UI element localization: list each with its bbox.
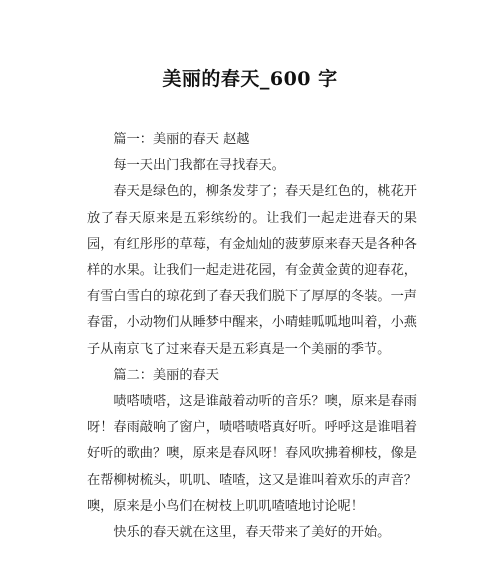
paragraph-4: 快乐的春天就在这里，春天带来了美好的开始。 <box>113 525 391 541</box>
paragraph-2: 春天是绿色的，柳条发芽了；春天是红色的，桃花开放了春天原来是五彩缤纷的。让我们一起走进春天的果园，有红彤彤的草莓，有金灿灿的菠萝原来春天是各种各样的水果。让我们一起走进花园，有金黄金黄的迎春花，有雪白雪白的琼花到了春天我们脱下了厚厚的冬装。一声春雷，小动物们从睡梦中醒来，小晴蛙呱呱地叫着，小燕子从南京飞了过来春天是五彩真是一个美丽的季节。 <box>87 184 417 357</box>
section-heading-2: 篇二：美丽的春天 <box>113 367 219 383</box>
document-body <box>87 127 417 546</box>
section-heading-1: 篇一：美丽的春天 赵越 <box>113 132 250 147</box>
document-title: 美丽的春天_600 字 <box>162 68 338 90</box>
paragraph-3: 啧嗒啧嗒，这是谁敲着动听的音乐？噢，原来是春雨呀！春雨敲响了窗户，啧嗒啧嗒真好听。呼呼这是谁唱着好听的歌曲？噢，原来是春风呀！春风吹拂着柳枝，像是在帮柳树梳头，叽叽、喳喳，这又是谁叫着欢乐的声音？噢，原来是小鸟们在树枝上叽叽喳喳地讨论呢！ <box>87 394 417 514</box>
paragraph-1: 每一天出门我都在寻找春天。 <box>113 158 285 174</box>
